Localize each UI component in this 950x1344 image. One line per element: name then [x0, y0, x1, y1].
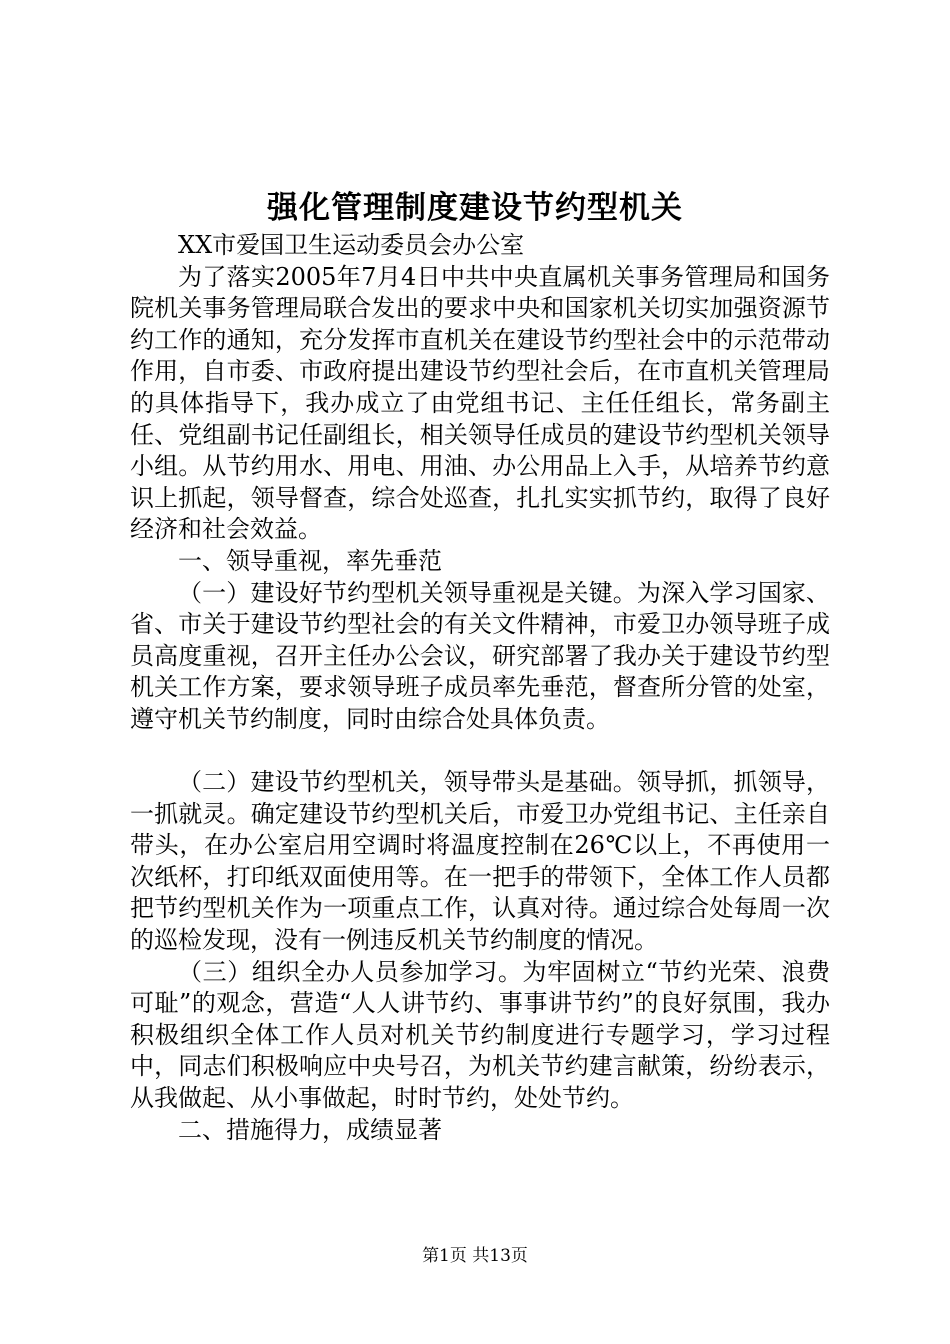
page-number-footer: 第1页 共13页: [422, 1246, 528, 1266]
document-body: [130, 230, 830, 1146]
subsection-paragraph-1: （一）建设好节约型机关领导重视是关键。为深入学习国家、省、市关于建设节约型社会的有关文件精神，市爱卫办领导班子成员高度重视，召开主任办公会议，研究部署了我办关于建设节约型机关工作方案，要求领导班子成员率先垂范，督查所分管的处室，遵守机关节约制度，同时由综合处具体负责。: [130, 578, 830, 733]
subsection-paragraph-3: （三）组织全办人员参加学习。为牢固树立“节约光荣、浪费可耻”的观念，营造“人人讲节约、事事讲节约”的良好氛围，我办积极组织全体工作人员对机关节约制度进行专题学习，学习过程中，同志们积极响应中央号召，为机关节约建言献策，纷纷表示，从我做起、从小事做起，时时节约，处处节约。: [130, 957, 830, 1113]
section-heading-1: 一、领导重视，率先垂范: [178, 546, 442, 575]
document-title: 强化管理制度建设节约型机关: [267, 190, 683, 226]
section-heading-2: 二、措施得力，成绩显著: [178, 1115, 442, 1144]
subsection-paragraph-2: （二）建设节约型机关，领导带头是基础。领导抓，抓领导，一抓就灵。确定建设节约型机关后，市爱卫办党组书记、主任亲自带头，在办公室启用空调时将温度控制在26℃以上，不再使用一次纸杯，打印纸双面使用等。在一把手的带领下，全体工作人员都把节约型机关作为一项重点工作，认真对待。通过综合处每周一次的巡检发现，没有一例违反机关节约制度的情况。: [130, 768, 830, 955]
intro-paragraph: 为了落实2005年7月4日中共中央直属机关事务管理局和国务院机关事务管理局联合发出的要求中央和国家机关切实加强资源节约工作的通知，充分发挥市直机关在建设节约型社会中的示范带动作用，自市委、市政府提出建设节约型社会后，在市直机关管理局的具体指导下，我办成立了由党组书记、主任任组长，常务副主任、党组副书记任副组长，相关领导任成员的建设节约型机关领导小组。从节约用水、用电、用油、办公用品上入手，从培养节约意识上抓起，领导督查，综合处巡查，扎扎实实抓节约，取得了良好经济和社会效益。: [130, 262, 830, 544]
author-line: XX市爱国卫生运动委员会办公室: [178, 231, 525, 259]
